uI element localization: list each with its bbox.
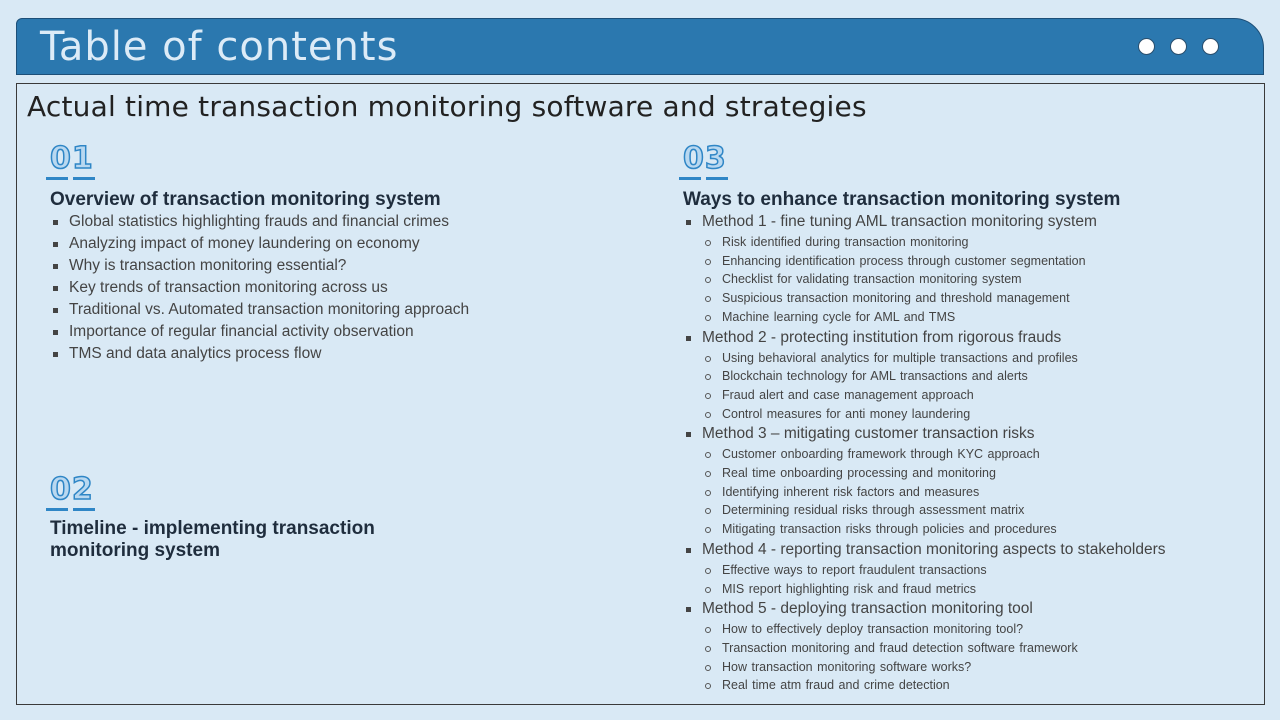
section-title-02-line2: monitoring system bbox=[50, 540, 220, 561]
section-title-03: Ways to enhance transaction monitoring system bbox=[683, 189, 1121, 210]
sub-item: How transaction monitoring software works? bbox=[702, 658, 1166, 677]
section-01-list bbox=[50, 211, 469, 365]
dot-icon bbox=[1202, 38, 1219, 55]
sub-item: Fraud alert and case management approach bbox=[702, 386, 1166, 405]
section-03-list bbox=[683, 211, 1166, 695]
section-number-01: 01 bbox=[50, 141, 94, 176]
list-item: Traditional vs. Automated transaction monitoring approach bbox=[50, 299, 469, 321]
method-sublist bbox=[702, 349, 1166, 424]
list-item: Why is transaction monitoring essential? bbox=[50, 255, 469, 277]
sub-item: Mitigating transaction risks through policies and procedures bbox=[702, 520, 1166, 539]
section-number-02: 02 bbox=[50, 472, 94, 507]
sub-item: Using behavioral analytics for multiple transactions and profiles bbox=[702, 349, 1166, 368]
sub-item: Risk identified during transaction monitoring bbox=[702, 233, 1166, 252]
method-item bbox=[683, 211, 1166, 327]
section-title-02-line1: Timeline - implementing transaction bbox=[50, 518, 375, 539]
sub-item: Real time atm fraud and crime detection bbox=[702, 676, 1166, 695]
sub-item: Customer onboarding framework through KYC approach bbox=[702, 445, 1166, 464]
sub-item: MIS report highlighting risk and fraud metrics bbox=[702, 580, 1166, 599]
page-title: Table of contents bbox=[40, 24, 399, 70]
section-title-02 bbox=[50, 518, 375, 562]
sub-item: Machine learning cycle for AML and TMS bbox=[702, 308, 1166, 327]
sub-item: Determining residual risks through assessment matrix bbox=[702, 501, 1166, 520]
section-number-underline bbox=[46, 508, 100, 511]
sub-item: Enhancing identification process through customer segmentation bbox=[702, 252, 1166, 271]
list-item: Analyzing impact of money laundering on economy bbox=[50, 233, 469, 255]
section-title-01: Overview of transaction monitoring system bbox=[50, 189, 441, 210]
section-number-underline bbox=[46, 177, 100, 180]
method-item bbox=[683, 598, 1166, 695]
sub-item: Suspicious transaction monitoring and threshold management bbox=[702, 289, 1166, 308]
sub-item: Real time onboarding processing and monitoring bbox=[702, 464, 1166, 483]
list-item: Key trends of transaction monitoring across us bbox=[50, 277, 469, 299]
method-item bbox=[683, 423, 1166, 539]
method-label: Method 5 - deploying transaction monitoring tool bbox=[702, 600, 1033, 618]
method-label: Method 4 - reporting transaction monitoring aspects to stakeholders bbox=[702, 540, 1166, 558]
sub-item: Checklist for validating transaction monitoring system bbox=[702, 270, 1166, 289]
method-label: Method 1 - fine tuning AML transaction monitoring system bbox=[702, 213, 1097, 230]
list-item: TMS and data analytics process flow bbox=[50, 343, 469, 365]
method-sublist bbox=[702, 233, 1166, 327]
sub-item: Identifying inherent risk factors and measures bbox=[702, 483, 1166, 502]
method-sublist bbox=[702, 445, 1166, 539]
title-bar bbox=[16, 18, 1264, 75]
list-item: Importance of regular financial activity observation bbox=[50, 321, 469, 343]
subtitle: Actual time transaction monitoring software and strategies bbox=[27, 90, 867, 123]
method-label: Method 2 - protecting institution from rigorous frauds bbox=[702, 328, 1062, 346]
method-label: Method 3 – mitigating customer transaction risks bbox=[702, 425, 1035, 443]
sub-item: Effective ways to report fraudulent transactions bbox=[702, 561, 1166, 580]
window-dots bbox=[1138, 38, 1219, 55]
list-item: Global statistics highlighting frauds and financial crimes bbox=[50, 211, 469, 233]
dot-icon bbox=[1138, 38, 1155, 55]
sub-item: Transaction monitoring and fraud detection software framework bbox=[702, 639, 1166, 658]
method-sublist bbox=[702, 561, 1166, 598]
sub-item: How to effectively deploy transaction monitoring tool? bbox=[702, 620, 1166, 639]
sub-item: Blockchain technology for AML transactions and alerts bbox=[702, 367, 1166, 386]
method-sublist bbox=[702, 620, 1166, 695]
dot-icon bbox=[1170, 38, 1187, 55]
method-item bbox=[683, 539, 1166, 598]
section-number-03: 03 bbox=[683, 141, 727, 176]
section-number-underline bbox=[679, 177, 733, 180]
method-item bbox=[683, 327, 1166, 424]
sub-item: Control measures for anti money laundering bbox=[702, 405, 1166, 424]
